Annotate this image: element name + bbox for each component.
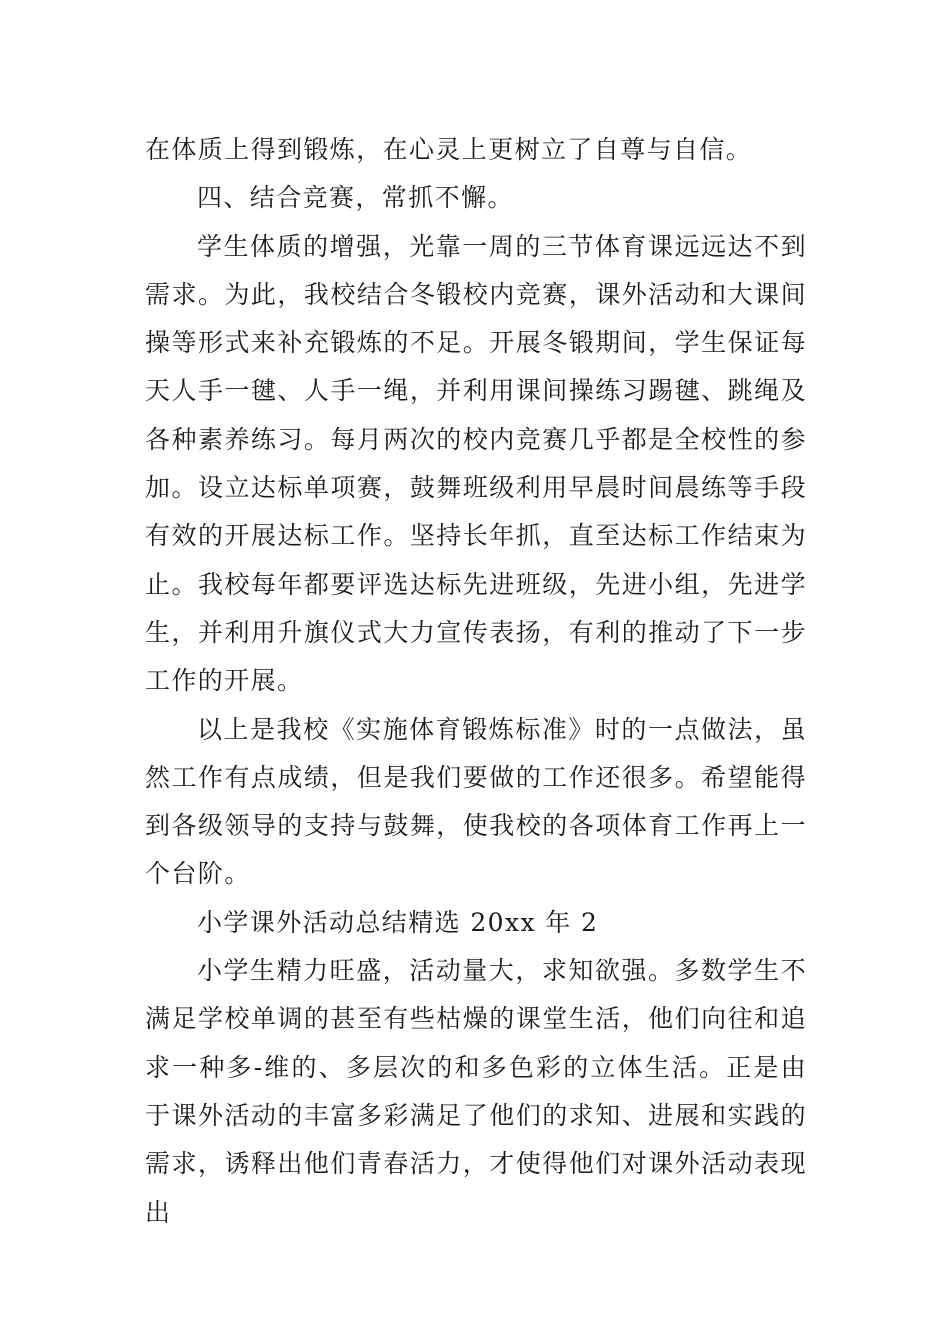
paragraph: 以上是我校《实施体育锻炼标准》时的一点做法，虽然工作有点成绩，但是我们要做的工作还很多。希望能得到各级领导的支持与鼓舞，使我校的各项体育工作再上一个台阶。 <box>145 714 807 889</box>
section-heading: 四、结合竞赛，常抓不懈。 <box>197 183 514 213</box>
paragraph-continuation: 在体质上得到锻炼，在心灵上更树立了自尊与自信。 <box>145 135 753 164</box>
paragraph: 小学生精力旺盛，活动量大，求知欲强。多数学生不满足学校单调的甚至有些枯燥的课堂生活，他们向往和追求一种多-维的、多层次的和多色彩的立体生活。正是由于课外活动的丰富多彩满足了他们的求知、进展和实践的需求，诱释出他们青春活力，才使得他们对课外活动表现出 <box>145 956 807 1227</box>
paragraph: 学生体质的增强，光靠一周的三节体育课远远达不到需求。为此，我校结合冬锻校内竞赛，课外活动和大课间操等形式来补充锻炼的不足。开展冬锻期间，学生保证每天人手一毽、人手一绳，并利用课间操练习踢毽、跳绳及各种素养练习。每月两次的校内竞赛几乎都是全校性的参加。设立达标单项赛，鼓舞班级利用早晨时间晨练等手段有效的开展达标工作。坚持长年抓，直至达标工作结束为止。我校每年都要评选达标先进班级，先进小组，先进学生，并利用升旗仪式大力宣传表扬，有利的推动了下一步工作的开展。 <box>145 231 807 696</box>
article-title: 小学课外活动总结精选 20xx 年 2 <box>197 907 599 937</box>
document-page <box>145 126 807 1237</box>
